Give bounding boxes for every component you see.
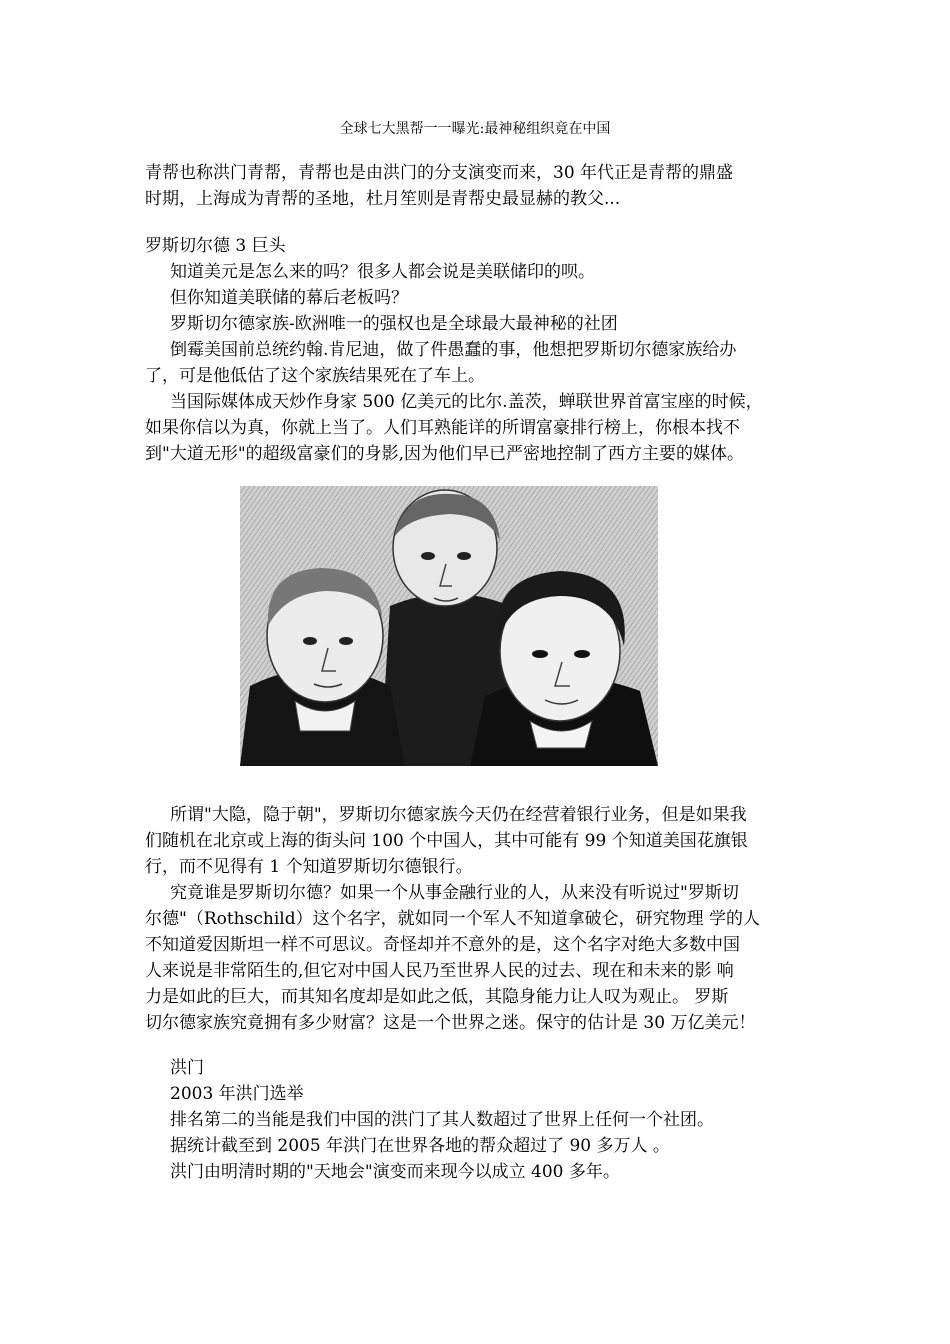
paragraph-line: 切尔德家族究竟拥有多少财富？这是一个世界之迷。保守的估计是 30 万亿美元！: [145, 1013, 756, 1033]
paragraph-line: 力是如此的巨大，而其知名度却是如此之低，其隐身能力让人叹为观止。 罗斯: [145, 987, 729, 1007]
page-title: 全球七大黑帮一一曝光:最神秘组织竟在中国: [339, 121, 611, 137]
hongmen-section: [145, 1055, 810, 1185]
rothschild-portrait-image: [240, 486, 658, 766]
rothschild-section: [145, 233, 810, 467]
paragraph-line: 不知道爱因斯坦一样不可思议。奇怪却并不意外的是，这个名字对绝大多数中国: [145, 935, 740, 955]
paragraph-line: 倒霉美国前总统约翰.肯尼迪，做了件愚蠢的事，他想把罗斯切尔德家族给办: [170, 340, 737, 360]
paragraph-line: 们随机在北京或上海的街头问 100 个中国人，其中可能有 99 个知道美国花旗银: [145, 831, 748, 851]
intro-paragraph: [145, 160, 810, 212]
paragraph-line: 知道美元是怎么来的吗？很多人都会说是美联储印的呗。: [170, 262, 595, 282]
paragraph-line: 行，而不见得有 1 个知道罗斯切尔德银行。: [145, 857, 473, 877]
rothschild-heading: 罗斯切尔德 3 巨头: [145, 236, 286, 256]
hongmen-heading: 洪门: [170, 1058, 204, 1078]
intro-line: 时期，上海成为青帮的圣地，杜月笙则是青帮史最显赫的教父...: [145, 189, 621, 209]
paragraph-line: 尔德"（Rothschild）这个名字，就如同一个军人不知道拿破仑，研究物理 学的人: [145, 909, 760, 929]
paragraph-line: 当国际媒体成天炒作身家 500 亿美元的比尔.盖茨，蝉联世界首富宝座的时候，: [170, 392, 763, 412]
engraving-illustration: [240, 486, 658, 766]
hongmen-subheading: 2003 年洪门选举: [170, 1084, 304, 1104]
paragraph-line: 排名第二的当能是我们中国的洪门了其人数超过了世界上任何一个社团。: [170, 1110, 714, 1130]
intro-line: 青帮也称洪门青帮，青帮也是由洪门的分支演变而来，30 年代正是青帮的鼎盛: [145, 163, 734, 183]
paragraph-line: 罗斯切尔德家族-欧洲唯一的强权也是全球最大最神秘的社团: [170, 314, 618, 334]
paragraph-line: 但你知道美联储的幕后老板吗？: [170, 288, 408, 308]
paragraph-line: 所谓"大隐，隐于朝"，罗斯切尔德家族今天仍在经营着银行业务，但是如果我: [170, 805, 747, 825]
paragraph-line: 了，可是他低估了这个家族结果死在了车上。: [145, 366, 485, 386]
paragraph-line: 据统计截至到 2005 年洪门在世界各地的帮众超过了 90 多万人 。: [170, 1136, 670, 1156]
paragraph-line: 到"大道无形"的超级富豪们的身影,因为他们早已严密地控制了西方主要的媒体。: [145, 444, 745, 464]
paragraph-line: 洪门由明清时期的"天地会"演变而来现今以成立 400 多年。: [170, 1162, 620, 1182]
paragraph-line: 究竟谁是罗斯切尔德？如果一个从事金融行业的人，从来没有听说过"罗斯切: [170, 883, 739, 903]
paragraph-line: 人来说是非常陌生的,但它对中国人民乃至世界人民的过去、现在和未来的影 响: [145, 961, 734, 981]
rothschild-continued-section: [145, 802, 810, 1036]
paragraph-line: 如果你信以为真，你就上当了。人们耳熟能详的所谓富豪排行榜上，你根本找不: [145, 418, 740, 438]
